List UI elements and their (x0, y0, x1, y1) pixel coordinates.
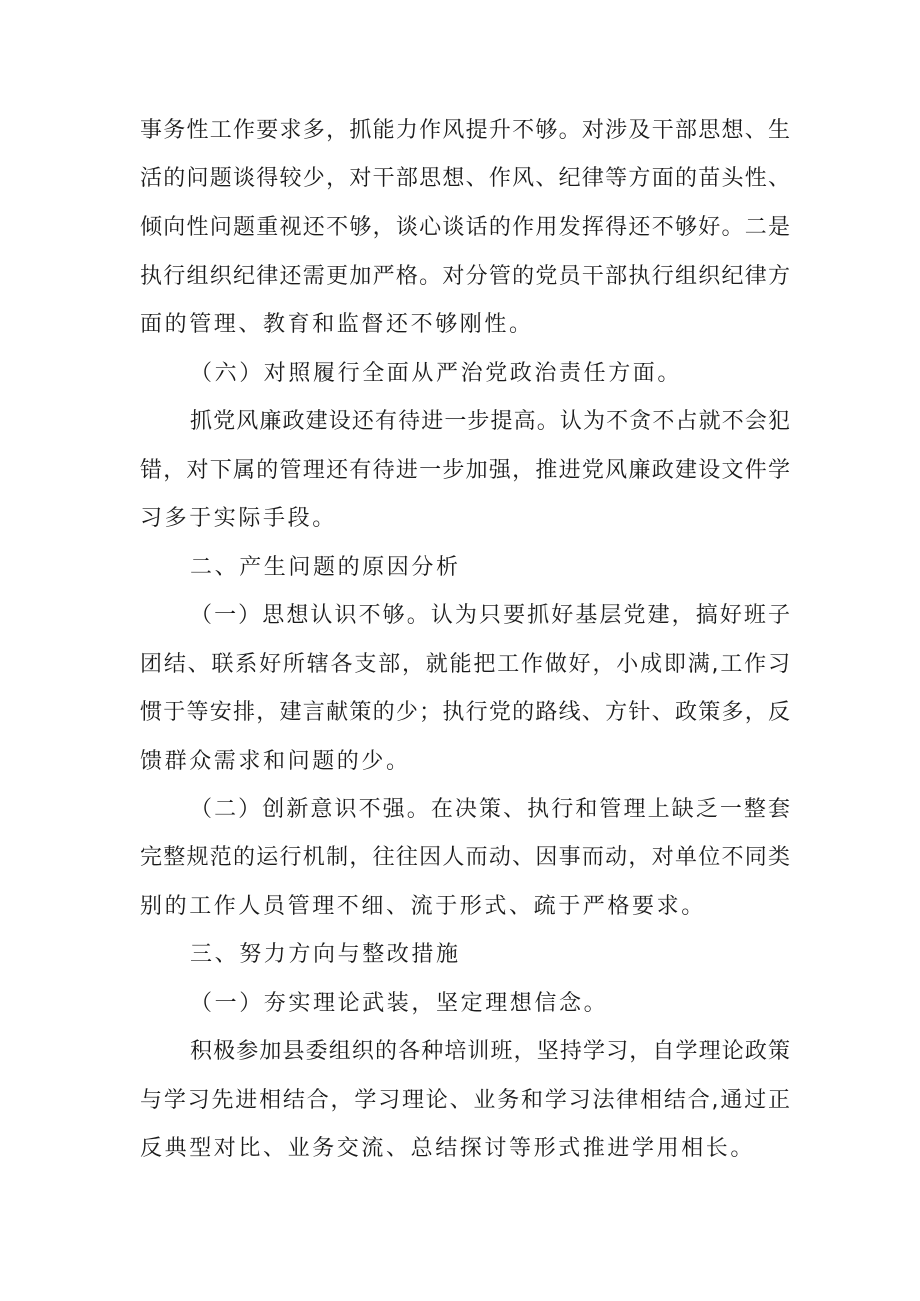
text-line: 面的管理、教育和监督还不够刚性。 (140, 312, 534, 337)
section-heading: （六）对照履行全面从严治党政治责任方面。 (190, 361, 683, 386)
text-line: 团结、联系好所辖各支部，就能把工作做好，小成即满,工作习 (140, 652, 790, 677)
text-line: 惯于等安排，建言献策的少；执行党的路线、方针、政策多，反 (140, 700, 790, 725)
text-line: 习多于实际手段。 (140, 506, 337, 531)
text-line: 活的问题谈得较少，对干部思想、作风、纪律等方面的苗头性、 (140, 166, 790, 191)
text-line: （一）思想认识不够。认为只要抓好基层党建，搞好班子 (190, 603, 790, 628)
text-line: 执行组织纪律还需更加严格。对分管的党员干部执行组织纪律方 (140, 264, 790, 289)
text-line: 完整规范的运行机制，往往因人而动、因事而动，对单位不同类 (140, 845, 790, 870)
text-line: （二）创新意识不强。在决策、执行和管理上缺乏一整套 (190, 797, 790, 822)
section-heading: 二、产生问题的原因分析 (190, 555, 461, 580)
text-line: 错，对下属的管理还有待进一步加强，推进党风廉政建设文件学 (140, 458, 790, 483)
text-line: 积极参加县委组织的各种培训班，坚持学习，自学理论政策 (190, 1039, 790, 1064)
section-heading: （一）夯实理论武装，坚定理想信念。 (190, 991, 609, 1016)
text-line: 反典型对比、业务交流、总结探讨等形式推进学用相长。 (140, 1136, 756, 1161)
text-line: 事务性工作要求多，抓能力作风提升不够。对涉及干部思想、生 (140, 118, 790, 143)
text-line: 抓党风廉政建设还有待进一步提高。认为不贪不占就不会犯 (190, 409, 790, 434)
section-heading: 三、努力方向与整改措施 (190, 942, 461, 967)
text-line: 与学习先进相结合，学习理论、业务和学习法律相结合,通过正 (140, 1088, 790, 1113)
text-line: 馈群众需求和问题的少。 (140, 749, 411, 774)
text-line: 别的工作人员管理不细、流于形式、疏于严格要求。 (140, 894, 706, 919)
text-line: 倾向性问题重视还不够，谈心谈话的作用发挥得还不够好。二是 (140, 215, 790, 240)
